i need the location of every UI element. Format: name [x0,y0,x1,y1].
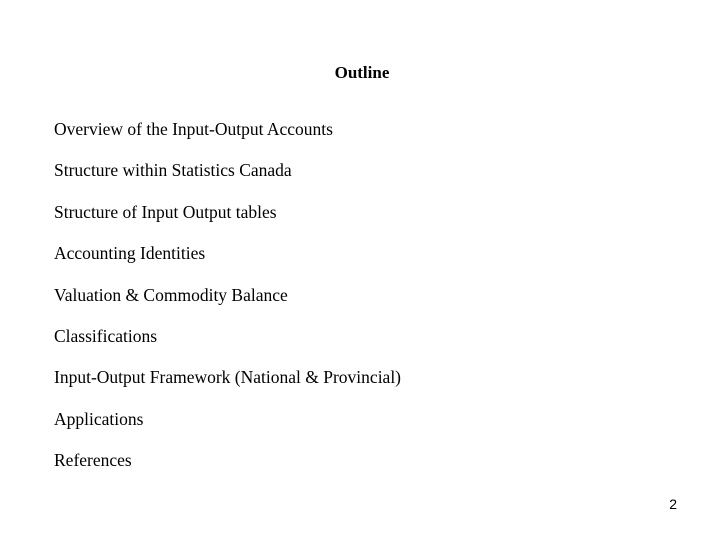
outline-item-references: References [54,450,132,471]
page-number: 2 [669,496,677,512]
outline-item-classifications: Classifications [54,325,158,346]
outline-item-valuation: Valuation & Commodity Balance [54,284,288,305]
outline-item-io-framework: Input-Output Framework (National & Provincial) [54,367,402,388]
outline-item-applications: Applications [54,408,144,429]
outline-list [54,117,401,490]
outline-item-structure-statcan: Structure within Statistics Canada [54,160,292,181]
outline-item-accounting-identities: Accounting Identities [54,243,206,264]
outline-item-overview: Overview of the Input-Output Accounts [54,119,333,139]
slide-title: Outline [334,63,390,82]
outline-item-structure-io-tables: Structure of Input Output tables [54,201,277,222]
